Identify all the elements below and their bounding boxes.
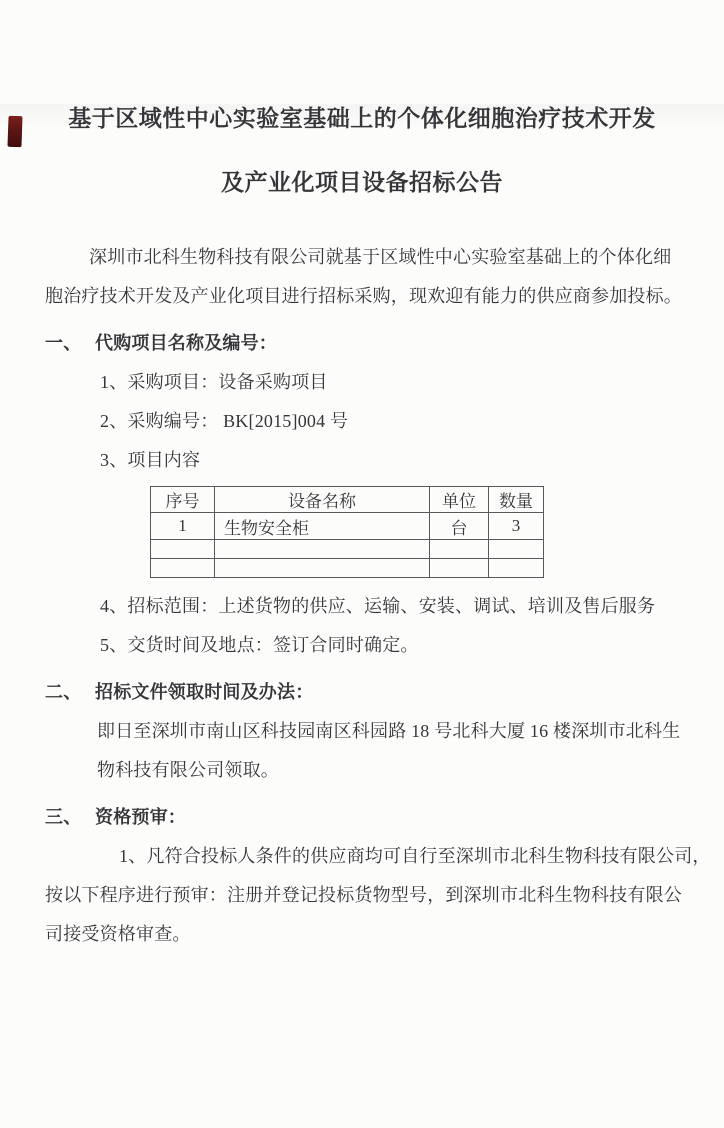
cell-name — [215, 540, 430, 559]
stamp-mark — [7, 116, 22, 147]
section-3-line-2: 按以下程序进行预审：注册并登记投标货物型号，到深圳市北科生物科技有限公 — [45, 885, 682, 905]
section-2-line-2: 物科技有限公司领取。 — [97, 760, 279, 780]
section-3-number: 三、 — [45, 807, 82, 827]
section-3-line-1: 1、凡符合投标人条件的供应商均可自行至深圳市北科生物科技有限公司， — [119, 846, 711, 866]
cell-qty: 3 — [489, 513, 544, 540]
section-2-heading — [45, 673, 679, 712]
section-2-line-1: 即日至深圳市南山区科技园南区科园路 18 号北科大厦 16 楼深圳市北科生 — [97, 721, 681, 741]
intro-paragraph-line-1: 深圳市北科生物科技有限公司就基于区域性中心实验室基础上的个体化细 — [89, 247, 672, 267]
header-name: 设备名称 — [215, 487, 430, 513]
section-1-item-purchase-project: 1、采购项目：设备采购项目 — [100, 372, 328, 392]
document-body — [45, 238, 711, 954]
equipment-table-row-1 — [151, 513, 544, 540]
intro-paragraph-line-2: 胞治疗技术开发及产业化项目进行招标采购，现欢迎有能力的供应商参加投标。 — [45, 286, 682, 306]
cell-name: 生物安全柜 — [215, 513, 430, 540]
section-1-item-project-content: 3、项目内容 — [100, 450, 201, 470]
section-1-item-purchase-number: 2、采购编号： BK[2015]004 号 — [100, 411, 349, 431]
document-page — [0, 104, 724, 1128]
section-1-item-bid-scope: 4、招标范围：上述货物的供应、运输、安装、调试、培训及售后服务 — [100, 596, 656, 616]
header-unit: 单位 — [430, 487, 489, 513]
header-seq: 序号 — [151, 487, 215, 513]
document-title-line-1: 基于区域性中心实验室基础上的个体化细胞治疗技术开发 — [68, 106, 656, 131]
cell-seq — [151, 559, 215, 578]
cell-qty — [489, 559, 544, 578]
cell-seq: 1 — [151, 513, 215, 540]
equipment-table-header-row — [151, 487, 544, 513]
equipment-table — [150, 486, 544, 578]
section-3-line-3: 司接受资格审查。 — [45, 924, 191, 944]
cell-qty — [489, 540, 544, 559]
cell-unit — [430, 540, 489, 559]
cell-name — [215, 559, 430, 578]
cell-unit — [430, 559, 489, 578]
document-title-line-2: 及产业化项目设备招标公告 — [221, 170, 503, 195]
equipment-table-row-2 — [151, 540, 544, 559]
cell-seq — [151, 540, 215, 559]
header-qty: 数量 — [489, 487, 544, 513]
equipment-table-row-3 — [151, 559, 544, 578]
section-3-heading — [45, 798, 679, 837]
cell-unit: 台 — [430, 513, 489, 540]
section-2-title: 招标文件领取时间及办法： — [95, 682, 314, 702]
section-1-title: 代购项目名称及编号： — [95, 333, 277, 353]
section-1-item-delivery: 5、交货时间及地点：签订合同时确定。 — [100, 635, 419, 655]
section-1-heading — [45, 324, 679, 363]
section-3-title: 资格预审： — [95, 807, 186, 827]
section-1-number: 一、 — [45, 333, 82, 353]
section-2-number: 二、 — [45, 682, 82, 702]
